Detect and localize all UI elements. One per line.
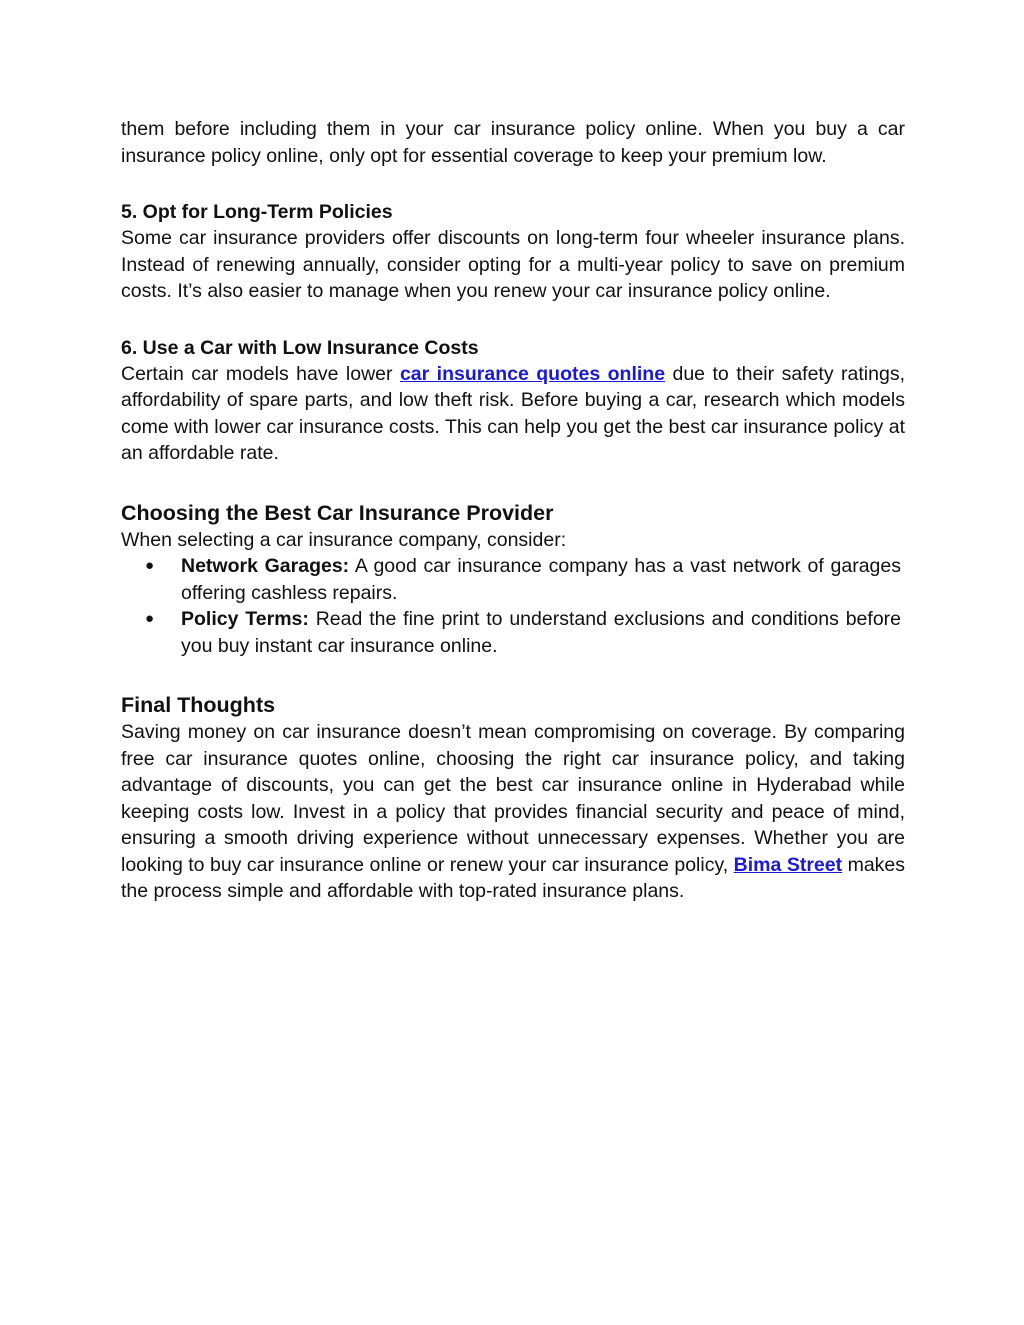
spacer — [121, 467, 905, 499]
intro-paragraph: them before including them in your car insurance policy online. When you buy a car insurance policy online, only opt for essential coverage to keep your premium low. — [121, 118, 905, 167]
final-body-start: Saving money on car insurance doesn’t mean compromising on coverage. By comparing free car insurance quotes online, choosing the right car insurance policy, and taking advantage of discounts, you can get the best car insurance online in Hyderabad while keeping costs low. Invest in a policy that provides financial security and peace of mind, ensuring a smooth driving experience without unnecessary expenses. Whether you are looking to buy car insurance online or renew your car insurance policy, — [121, 721, 905, 876]
bullet-icon: ● — [145, 610, 155, 627]
spacer — [121, 659, 905, 691]
bullet-icon: ● — [145, 557, 155, 574]
section-6-body — [121, 361, 905, 467]
bullet-term: Network Garages: — [181, 555, 350, 577]
bullet-text: Read the fine print to understand exclusions and conditions before you buy instant car insurance online. — [181, 608, 901, 657]
bullet-text: A good car insurance company has a vast network of garages offering cashless repairs. — [181, 555, 901, 604]
car-insurance-quotes-link[interactable]: car insurance quotes online — [399, 362, 666, 385]
section-6-heading: 6. Use a Car with Low Insurance Costs — [121, 336, 479, 359]
section-6-body-end: due to their safety ratings, affordability of spare parts, and low theft risk. Before buying a car, research which models come with lower car insurance costs. This can help you get the best car insurance policy at an affordable rate. — [121, 362, 906, 464]
final-thoughts-heading: Final Thoughts — [121, 693, 276, 717]
final-thoughts-body — [121, 719, 905, 905]
section-5-heading: 5. Opt for Long-Term Policies — [121, 201, 393, 223]
bullet-term: Policy Terms: — [181, 608, 309, 630]
spacer — [121, 169, 905, 199]
list-item — [145, 606, 901, 659]
section-5-body: Some car insurance providers offer discounts on long-term four wheeler insurance plans. Instead of renewing annually, consider opting for a multi-year policy to save on premium costs. It’s also easier to manage when you renew your car insurance policy online. — [121, 227, 905, 302]
bima-street-link[interactable]: Bima Street — [733, 853, 843, 876]
provider-intro: When selecting a car insurance company, consider: — [121, 528, 567, 551]
final-body-end: makes the process simple and affordable with top-rated insurance plans. — [121, 853, 906, 902]
document-page — [121, 116, 905, 905]
spacer — [121, 305, 905, 335]
list-item — [145, 553, 901, 606]
provider-bullet-list — [121, 553, 905, 659]
section-6-body-start: Certain car models have lower — [121, 362, 400, 385]
provider-heading: Choosing the Best Car Insurance Provider — [121, 500, 554, 525]
